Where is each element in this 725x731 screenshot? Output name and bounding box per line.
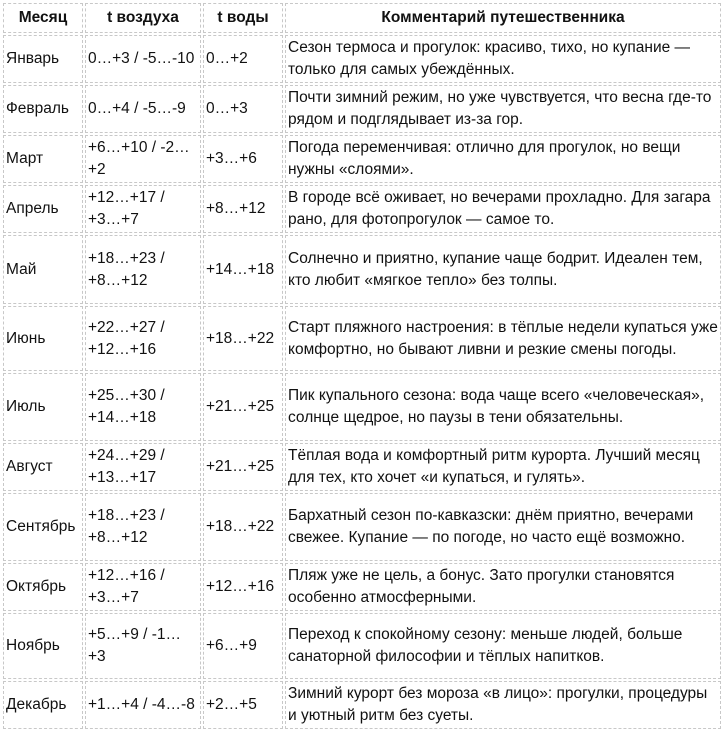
month-cell: Сентябрь bbox=[3, 493, 83, 561]
table-row bbox=[3, 235, 721, 304]
water-temp-cell: +2…+5 bbox=[203, 681, 283, 729]
comment-cell: Пляж уже не цель, а бонус. Зато прогулки становятся особенно атмосферными. bbox=[285, 563, 721, 611]
month-cell: Февраль bbox=[3, 85, 83, 133]
comment-cell: Погода переменчивая: отлично для прогулок, но вещи нужны «слоями». bbox=[285, 135, 721, 183]
header-month: Месяц bbox=[3, 3, 83, 33]
air-temp-cell: +12…+16 / +3…+7 bbox=[85, 563, 201, 611]
month-cell: Ноябрь bbox=[3, 613, 83, 679]
table-row bbox=[3, 681, 721, 729]
table-row bbox=[3, 135, 721, 183]
month-cell: Август bbox=[3, 443, 83, 491]
air-temp-cell: +1…+4 / -4…-8 bbox=[85, 681, 201, 729]
comment-cell: Бархатный сезон по-кавказски: днём приятно, вечерами свежее. Купание — по погоде, но часто ещё возможно. bbox=[285, 493, 721, 561]
comment-cell: Сезон термоса и прогулок: красиво, тихо, но купание — только для самых убеждённых. bbox=[285, 35, 721, 83]
air-temp-cell: +24…+29 / +13…+17 bbox=[85, 443, 201, 491]
table-row bbox=[3, 443, 721, 491]
comment-cell: Солнечно и приятно, купание чаще бодрит. Идеален тем, кто любит «мягкое тепло» без толпы. bbox=[285, 235, 721, 304]
table-row bbox=[3, 563, 721, 611]
air-temp-cell: 0…+4 / -5…-9 bbox=[85, 85, 201, 133]
month-cell: Июнь bbox=[3, 306, 83, 371]
water-temp-cell: +3…+6 bbox=[203, 135, 283, 183]
air-temp-cell: +5…+9 / -1…+3 bbox=[85, 613, 201, 679]
air-temp-cell: +18…+23 / +8…+12 bbox=[85, 235, 201, 304]
month-cell: Январь bbox=[3, 35, 83, 83]
month-cell: Декабрь bbox=[3, 681, 83, 729]
air-temp-cell: 0…+3 / -5…-10 bbox=[85, 35, 201, 83]
table-row bbox=[3, 493, 721, 561]
water-temp-cell: +14…+18 bbox=[203, 235, 283, 304]
comment-cell: Переход к спокойному сезону: меньше людей, больше санаторной философии и тёплых напитков. bbox=[285, 613, 721, 679]
comment-cell: Зимний курорт без мороза «в лицо»: прогулки, процедуры и уютный ритм без суеты. bbox=[285, 681, 721, 729]
header-comment: Комментарий путешественника bbox=[285, 3, 721, 33]
table-row bbox=[3, 85, 721, 133]
header-air-temp: t воздуха bbox=[85, 3, 201, 33]
table-row bbox=[3, 35, 721, 83]
header-row bbox=[3, 3, 721, 33]
table-row bbox=[3, 306, 721, 371]
comment-cell: Почти зимний режим, но уже чувствуется, что весна где-то рядом и подглядывает из-за гор. bbox=[285, 85, 721, 133]
month-cell: Октябрь bbox=[3, 563, 83, 611]
air-temp-cell: +18…+23 / +8…+12 bbox=[85, 493, 201, 561]
month-cell: Май bbox=[3, 235, 83, 304]
water-temp-cell: +8…+12 bbox=[203, 185, 283, 233]
comment-cell: Пик купального сезона: вода чаще всего «человеческая», солнце щедрое, но паузы в тени обязательны. bbox=[285, 373, 721, 441]
water-temp-cell: +6…+9 bbox=[203, 613, 283, 679]
month-cell: Апрель bbox=[3, 185, 83, 233]
header-water-temp: t воды bbox=[203, 3, 283, 33]
comment-cell: Тёплая вода и комфортный ритм курорта. Лучший месяц для тех, кто хочет «и купаться, и гулять». bbox=[285, 443, 721, 491]
table-row bbox=[3, 185, 721, 233]
climate-table bbox=[1, 1, 723, 731]
air-temp-cell: +22…+27 / +12…+16 bbox=[85, 306, 201, 371]
water-temp-cell: +21…+25 bbox=[203, 373, 283, 441]
water-temp-cell: +12…+16 bbox=[203, 563, 283, 611]
comment-cell: В городе всё оживает, но вечерами прохладно. Для загара рано, для фотопрогулок — самое то. bbox=[285, 185, 721, 233]
water-temp-cell: 0…+3 bbox=[203, 85, 283, 133]
month-cell: Март bbox=[3, 135, 83, 183]
water-temp-cell: +21…+25 bbox=[203, 443, 283, 491]
water-temp-cell: +18…+22 bbox=[203, 493, 283, 561]
comment-cell: Старт пляжного настроения: в тёплые недели купаться уже комфортно, но бывают ливни и резкие смены погоды. bbox=[285, 306, 721, 371]
month-cell: Июль bbox=[3, 373, 83, 441]
air-temp-cell: +6…+10 / -2…+2 bbox=[85, 135, 201, 183]
table-row bbox=[3, 373, 721, 441]
air-temp-cell: +12…+17 / +3…+7 bbox=[85, 185, 201, 233]
table-row bbox=[3, 613, 721, 679]
air-temp-cell: +25…+30 / +14…+18 bbox=[85, 373, 201, 441]
water-temp-cell: +18…+22 bbox=[203, 306, 283, 371]
water-temp-cell: 0…+2 bbox=[203, 35, 283, 83]
